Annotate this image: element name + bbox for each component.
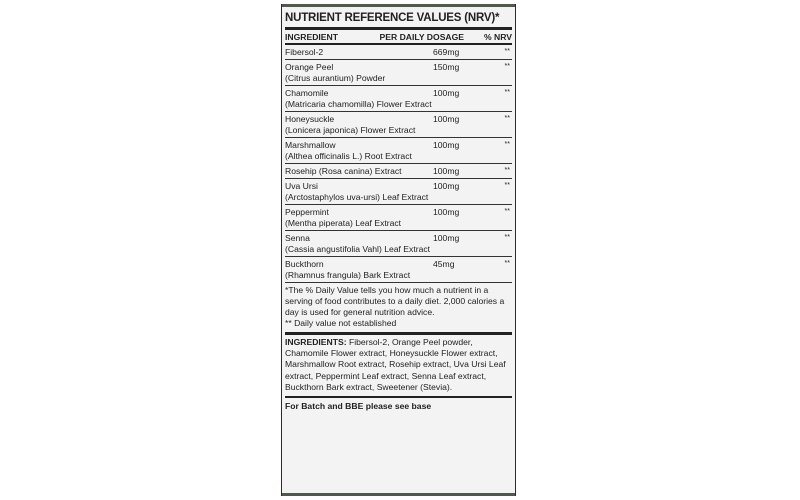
ingredient-name: Orange Peel <box>285 62 334 72</box>
ingredient-amount: 100mg <box>433 181 460 191</box>
ingredient-amount: 100mg <box>433 207 460 217</box>
ingredient-latin-name: (Matricaria chamomilla) Flower Extract <box>285 99 432 109</box>
table-row <box>285 205 512 231</box>
ingredient-amount: 100mg <box>433 233 460 243</box>
ingredient-latin-name: (Rhamnus frangula) Bark Extract <box>285 270 411 280</box>
ingredient-nrv: ** <box>504 208 510 215</box>
ingredient-nrv: ** <box>504 167 510 174</box>
ingredient-nrv: ** <box>504 115 510 122</box>
ingredient-amount: 45mg <box>433 259 455 269</box>
ingredient-latin-name: (Cassia angustifolia Vahl) Leaf Extract <box>285 244 431 254</box>
ingredient-latin-name: (Arctostaphylos uva-ursi) Leaf Extract <box>285 192 429 202</box>
ingredient-amount: 100mg <box>433 140 460 150</box>
header-dosage: PER DAILY DOSAGE <box>379 32 465 42</box>
ingredient-latin-name: (Althea officinalis L.) Root Extract <box>285 151 412 161</box>
label-title: NUTRIENT REFERENCE VALUES (NRV)* <box>285 12 512 30</box>
header-nrv: % NRV <box>483 32 512 42</box>
ingredient-name: Chamomile <box>285 88 329 98</box>
ingredient-name: Buckthorn <box>285 259 324 269</box>
table-row <box>285 138 512 164</box>
ingredient-nrv: ** <box>504 48 510 55</box>
table-row <box>285 60 512 86</box>
table-row <box>285 257 512 283</box>
daily-value-note: *The % Daily Value tells you how much a nutrient in a serving of food contributes to a daily diet. 2,000 calories a day is used for general nutrition advice. <box>285 285 505 317</box>
ingredient-latin-name: (Lonicera japonica) Flower Extract <box>285 125 416 135</box>
ingredients-heading: INGREDIENTS: <box>285 337 347 347</box>
table-row <box>285 45 512 60</box>
label-bottom-bar <box>282 493 515 496</box>
ingredient-latin-name: (Mentha piperata) Leaf Extract <box>285 218 402 228</box>
table-header <box>285 30 512 45</box>
not-established-note: ** Daily value not established <box>285 318 397 328</box>
ingredient-name: Senna <box>285 233 310 243</box>
ingredient-nrv: ** <box>504 141 510 148</box>
table-row <box>285 179 512 205</box>
ingredient-name: Uva Ursi <box>285 181 318 191</box>
ingredient-name: Rosehip (Rosa canina) Extract <box>285 166 402 176</box>
ingredients-list <box>285 335 512 398</box>
ingredient-amount: 150mg <box>433 62 460 72</box>
ingredient-latin-name: (Citrus aurantium) Powder <box>285 73 386 83</box>
batch-note: For Batch and BBE please see base <box>285 401 432 412</box>
ingredient-nrv: ** <box>504 63 510 70</box>
ingredient-amount: 100mg <box>433 88 460 98</box>
ingredient-name: Honeysuckle <box>285 114 335 124</box>
header-ingredient: INGREDIENT <box>285 32 338 42</box>
label-top-bar <box>282 4 515 7</box>
ingredient-nrv: ** <box>504 260 510 267</box>
table-row <box>285 164 512 179</box>
ingredient-name: Marshmallow <box>285 140 336 150</box>
ingredient-nrv: ** <box>504 89 510 96</box>
ingredient-amount: 100mg <box>433 166 460 176</box>
ingredient-amount: 669mg <box>433 47 460 57</box>
nutrition-label <box>281 4 516 496</box>
table-row <box>285 231 512 257</box>
ingredients-text: Fibersol-2, Orange Peel powder, Chamomile Flower extract, Honeysuckle Flower extract, Marshmallow Root extract, Rosehip extract, Uva Ursi Leaf extract, Peppermint Leaf extract, Senna Leaf extract, Buckthorn Bark extract, Sweetener (Stevia). <box>285 337 506 392</box>
ingredient-name: Fibersol-2 <box>285 47 324 57</box>
table-row <box>285 86 512 112</box>
footnote <box>285 283 512 335</box>
table-row <box>285 112 512 138</box>
ingredient-nrv: ** <box>504 234 510 241</box>
ingredient-name: Peppermint <box>285 207 329 217</box>
ingredient-amount: 100mg <box>433 114 460 124</box>
ingredient-nrv: ** <box>504 182 510 189</box>
